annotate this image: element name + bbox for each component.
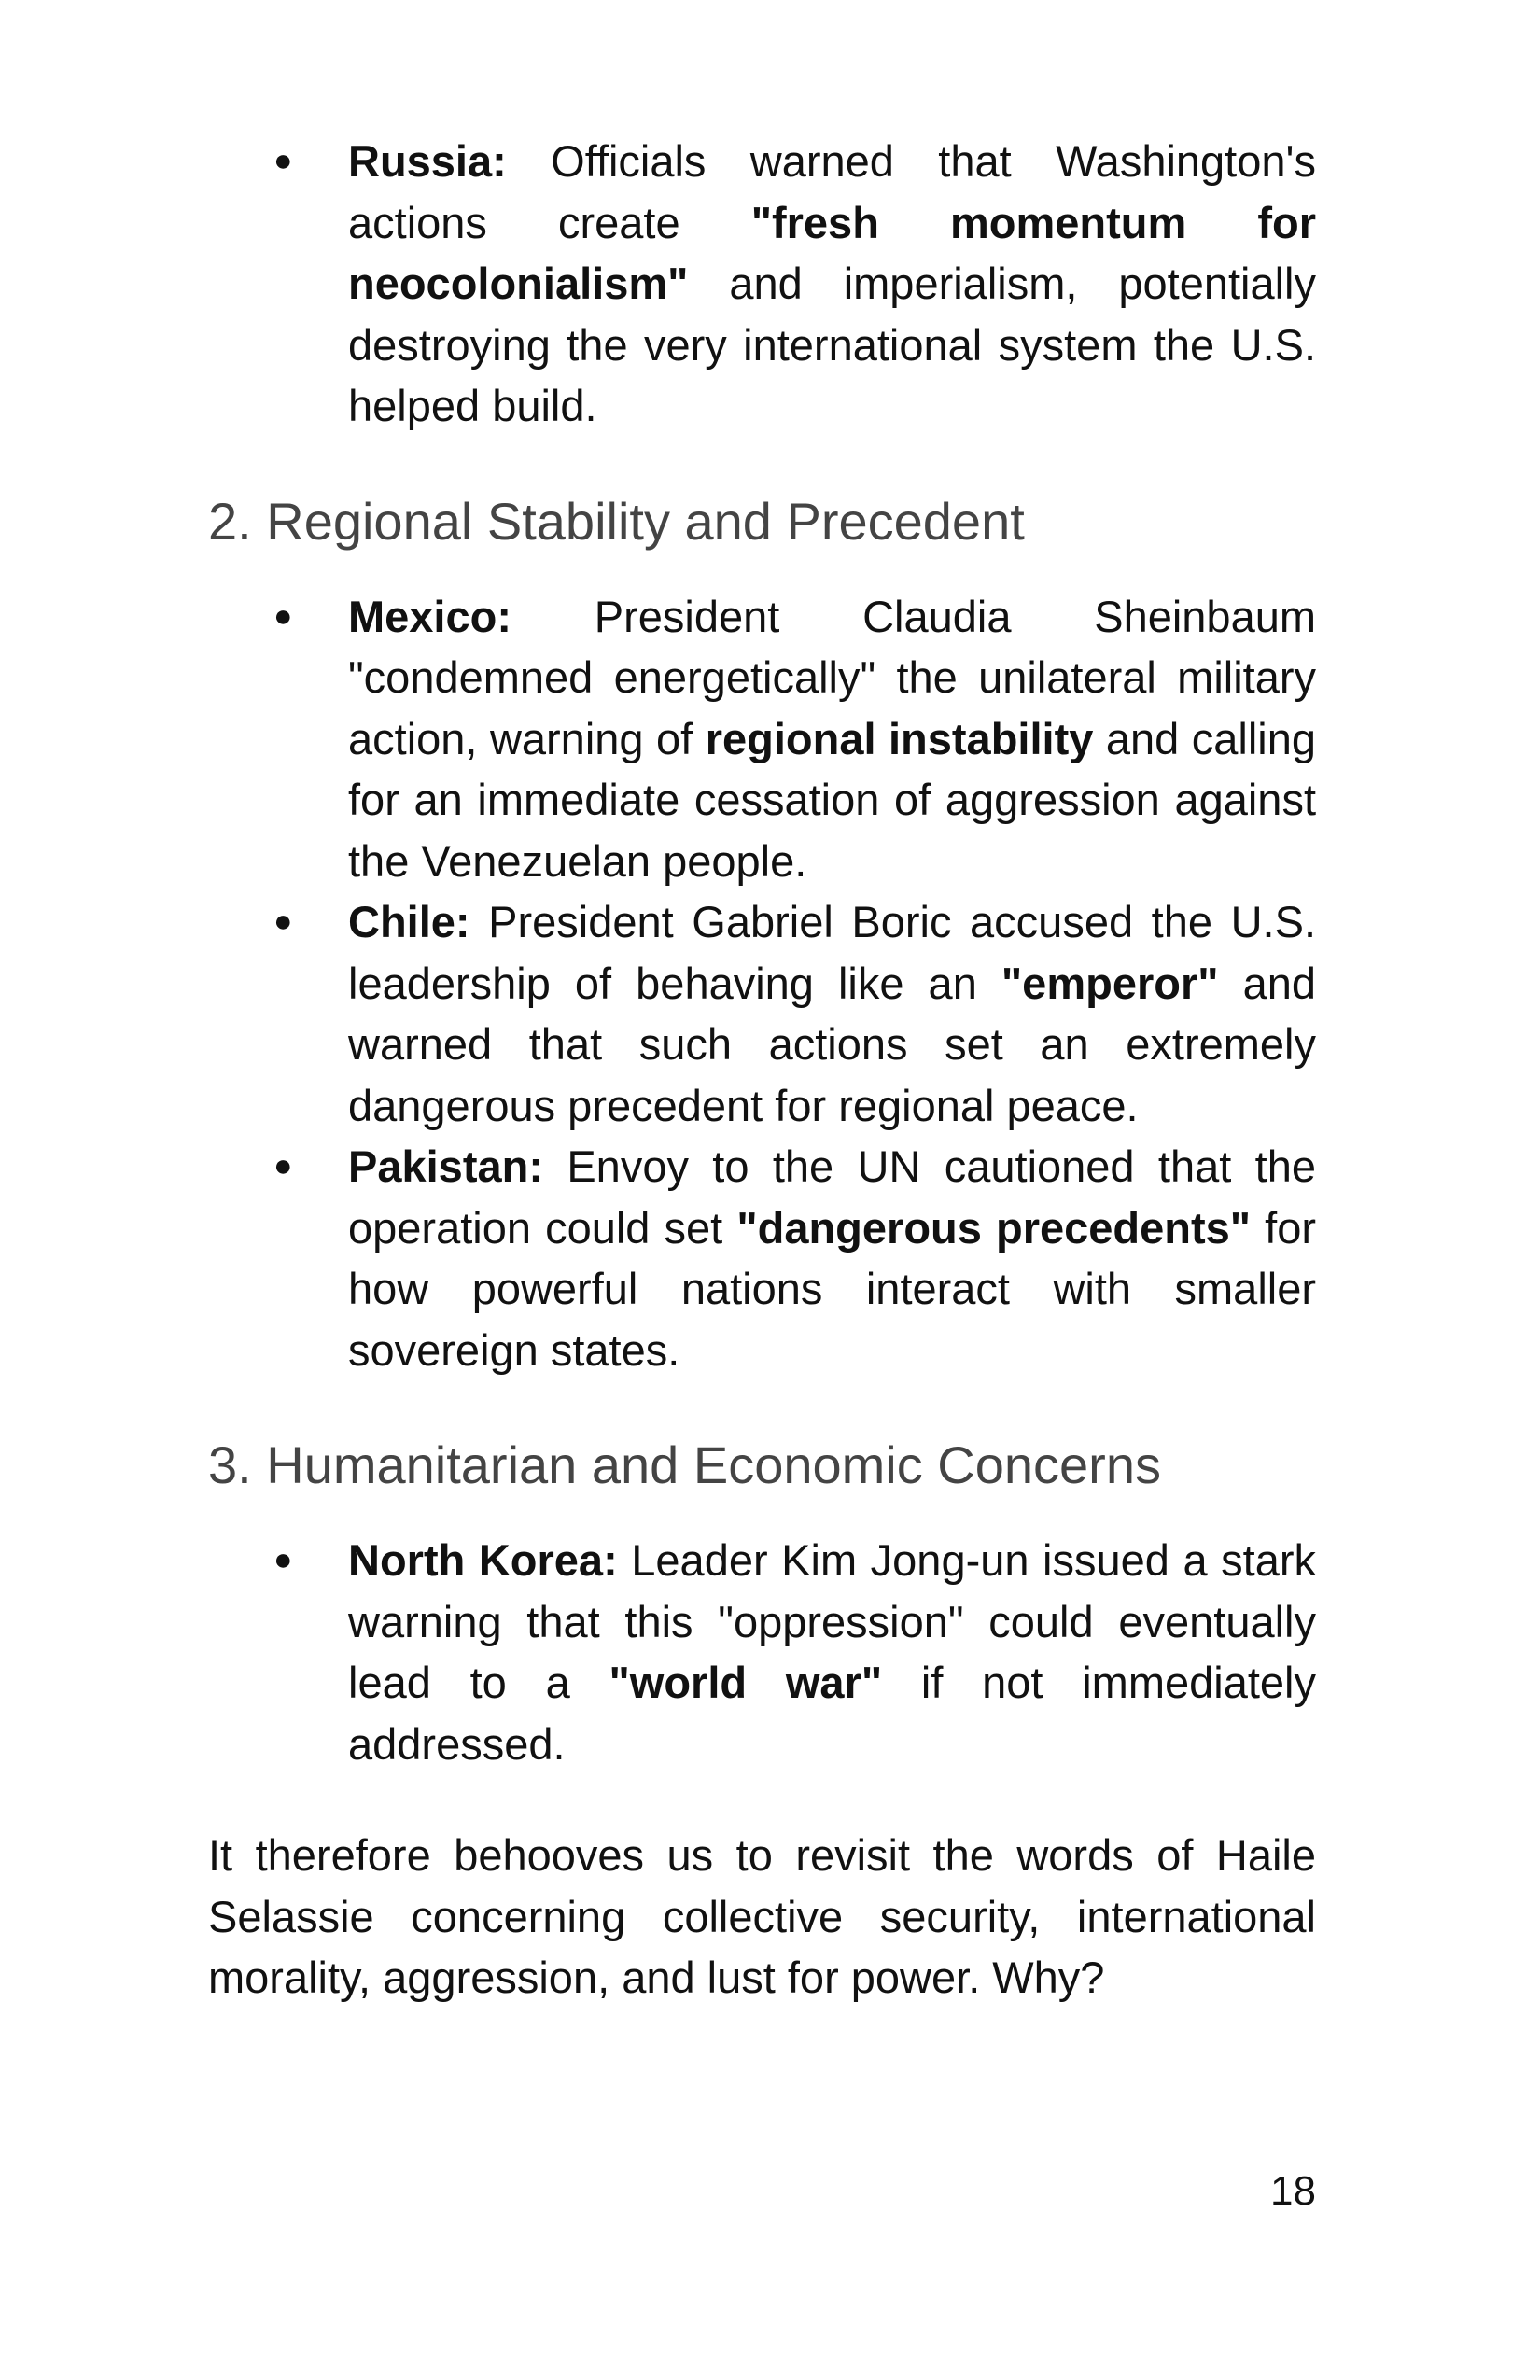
bullet-label: Chile: bbox=[348, 897, 470, 946]
bullet-text: and calling for an immediate cessation of aggression against the Venezuelan people. bbox=[348, 713, 1316, 886]
bullet-item-northkorea bbox=[273, 1530, 1316, 1774]
bullet-text: Leader Kim Jong-un issued a stark warning that this "oppression" could eventually lead to a bbox=[348, 1535, 1316, 1707]
bullet-emphasis: "emperor" bbox=[1001, 958, 1219, 1008]
bullet-list-humanitarian bbox=[208, 1530, 1316, 1774]
bullet-label: Mexico: bbox=[348, 591, 511, 641]
document-page bbox=[208, 131, 1316, 2009]
bullet-list-russia bbox=[208, 131, 1316, 437]
bullet-item-pakistan bbox=[273, 1136, 1316, 1380]
section-heading-regional-stability: 2. Regional Stability and Precedent bbox=[208, 491, 1025, 551]
bullet-text: and warned that such actions set an extremely dangerous precedent for regional peace. bbox=[348, 958, 1316, 1130]
section-heading-humanitarian: 3. Humanitarian and Economic Concerns bbox=[208, 1435, 1161, 1494]
bullet-text: Officials warned that Washington's actions create bbox=[348, 136, 1316, 247]
bullet-dot-icon: ● bbox=[273, 1542, 293, 1577]
bullet-emphasis: "dangerous precedents" bbox=[736, 1202, 1252, 1253]
bullet-list-regional-stability bbox=[208, 586, 1316, 1381]
bullet-text: President Claudia Sheinbaum "condemned energetically" the unilateral military action, warning of bbox=[348, 591, 1316, 763]
bullet-label: North Korea: bbox=[348, 1535, 618, 1585]
bullet-text: and imperialism, potentially destroying the very international system the U.S. helped build. bbox=[348, 259, 1316, 430]
bullet-item-russia bbox=[273, 131, 1316, 437]
bullet-item-chile bbox=[273, 891, 1316, 1136]
bullet-text: if not immediately addressed. bbox=[348, 1658, 1316, 1769]
bullet-dot-icon: ● bbox=[273, 1148, 293, 1183]
bullet-emphasis: "world war" bbox=[609, 1658, 883, 1707]
bullet-emphasis: "fresh momentum for neocolonialism" bbox=[348, 197, 1316, 308]
bullet-dot-icon: ● bbox=[273, 903, 293, 939]
bullet-dot-icon: ● bbox=[273, 143, 293, 178]
bullet-label: Russia: bbox=[348, 136, 507, 186]
bullet-item-mexico bbox=[273, 586, 1316, 892]
bullet-label: Pakistan: bbox=[348, 1141, 543, 1191]
bullet-emphasis: regional instability bbox=[705, 713, 1094, 763]
page-number: 18 bbox=[1270, 2168, 1316, 2214]
bullet-dot-icon: ● bbox=[273, 597, 293, 634]
bullet-text: Envoy to the UN cautioned that the operation could set bbox=[348, 1141, 1316, 1253]
bullet-text: President Gabriel Boric accused the U.S. leadership of behaving like an bbox=[348, 897, 1316, 1008]
bullet-text: for how powerful nations interact with smaller sovereign states. bbox=[348, 1202, 1316, 1375]
closing-paragraph: It therefore behooves us to revisit the words of Haile Selassie concerning collective security, international morality, aggression, and lust for power. Why? bbox=[208, 1830, 1316, 2002]
